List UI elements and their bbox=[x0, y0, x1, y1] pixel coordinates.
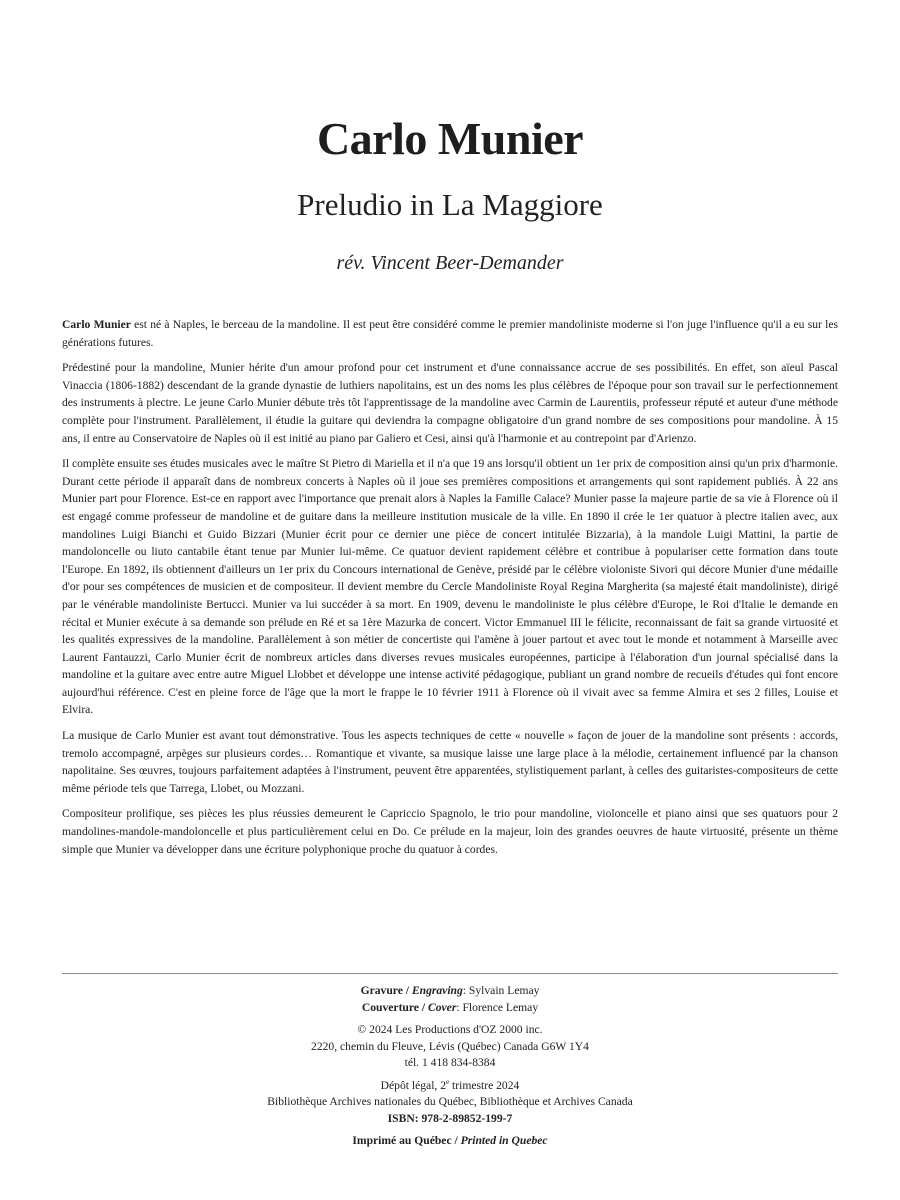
composer-title: Carlo Munier bbox=[316, 113, 584, 164]
colophon bbox=[0, 983, 900, 1150]
bio-paragraph-1-text: est né à Naples, le berceau de la mandoline. Il est peut être considéré comme le premier mandoliniste moderne si l'on juge l'influence qu'il a eu sur les générations futures. bbox=[62, 318, 838, 349]
bio-paragraph-4: La musique de Carlo Munier est avant tout démonstrative. Tous les aspects techniques de cette « nouvelle » façon de jouer de la mandoline sont présents : accords, tremolo accompagné, arpèges sur plusieurs cordes… Romantique et vivante, sa musique laisse une large place à la mélodie, certainement influencé par la chanson napolitaine. Ses œuvres, toujours parfaitement adaptées à l'instrument, peuvent être apparentées, stylistiquement parlant, à celles des guitaristes-compositeurs de cette même période tels que Tarrega, Llobet, ou Mozzani. bbox=[62, 729, 838, 795]
publisher-phone: tél. 1 418 834-8384 bbox=[404, 1056, 496, 1069]
bio-paragraph-3: Il complète ensuite ses études musicales avec le maître St Pietro di Mariella et il n'a que 19 ans lorsqu'il obtient un 1er prix de composition ainsi qu'un prix d'harmonie. Durant cette période il apparaît dans de nombreux concerts à Naples où il joue ses premières compositions et arrangements qui sont rapidement publiés. À 22 ans Munier part pour Florence. Est-ce en rapport avec l'importance que prenait alors à Naples la Famille Calace? Munier passe la majeure partie de sa vie à Florence où il est engagé comme professeur de mandoline et de guitare dans la meilleure institution musicale de la ville. En 1890 il crée le 1er quatuor à plectre italien avec, aux mandolines Luigi Bianchi et Guido Bizzari (Munier écrit pour ce dernier une pièce de concert intitulée Bizzaria), à la mandole Luigi Mattini, la partie de mandoloncelle ou liuto cantabile étant tenue par Munier lui-même. Ce quatuor devient rapidement célèbre et contribue à populariser cette formation dans toute l'Europe. En 1892, ils obtiennent d'ailleurs un 1er prix du Concours international de Genève, présidé par le célèbre violoniste Sivori qui décore Munier d'une médaille d'or pour ses compétences de musicien et de compositeur. Il devient membre du Cercle Mandoliniste Royal Regina Margherita (sa majesté était mandoliniste), dirigé par le vénérable mandoliniste Bertucci. Munier va lui succéder à sa mort. En 1909, devenu le mandoliniste le plus célèbre d'Europe, le Roi d'Italie le demande en récital et Munier exécute à sa demande son prélude en Ré et sa 1ère Mazurka de concert. Victor Emmanuel III le félicite, reconnaissant de fait sa grande virtuosité et les qualités expressives de la mandoline. Parallèlement à son métier de concertiste qui l'amène à jouer partout et avec tout le monde et notamment à Marseille avec Laurent Fantauzzi, Carlo Munier écrit de nombreux articles dans diverses revues musicales européennes, participe à l'élaboration d'un journal spécialisé dans la mandoline et la guitare avec entre autre Miguel Llobbet et développe une intense activité pédagogique, publiant un grand nombre de recueils d'études qui font encore aujourd'hui référence. C'est en pleine force de l'âge que la mort le frappe le 10 février 1911 à Florence où il vivait avec sa femme Almira et ses 2 filles, Louise et Elvira. bbox=[62, 457, 838, 717]
divider-line bbox=[62, 973, 838, 974]
bio-paragraph-2: Prédestiné pour la mandoline, Munier hérite d'un amour profond pour cet instrument et d'une connaissance accrue de ses possibilités. En effet, son aïeul Pascal Vinaccia (1806-1882) descendant de la grande dynastie de luthiers napolitains, est un des noms les plus célèbres de l'époque pour son travail sur le perfectionnement des instruments à plectre. Le jeune Carlo Munier débute très tôt l'apprentissage de la mandoline avec Carmin de Laurentiis, professeur réputé et auteur d'une méthode complète pour l'instrument. Parallèlement, il étudie la guitare qui deviendra la compagne obligatoire d'un grand nombre de ses compositions pour mandoline. À 15 ans, il entre au Conservatoire de Naples où il est initié au piano par Galiero et Cesi, ainsi qu'à l'harmonie et au contrepoint par d'Arienzo. bbox=[62, 361, 838, 445]
cover-credit: Couverture / Cover: Florence Lemay bbox=[361, 1000, 539, 1014]
bio-lead-name: Carlo Munier bbox=[62, 318, 131, 331]
printed-in-line: Imprimé au Québec / Printed in Quebec bbox=[352, 1134, 548, 1147]
biography-text bbox=[62, 316, 838, 866]
isbn-line: ISBN: 978-2-89852-199-7 bbox=[387, 1111, 513, 1125]
libraries-line: Bibliothèque Archives nationales du Québec, Bibliothèque et Archives Canada bbox=[267, 1095, 633, 1108]
engraving-credit: Gravure / Engraving: Sylvain Lemay bbox=[360, 984, 540, 997]
piece-title: Preludio in La Maggiore bbox=[297, 187, 603, 222]
copyright-line: © 2024 Les Productions d'OZ 2000 inc. bbox=[357, 1023, 543, 1036]
legal-deposit: Dépôt légal, 2e trimestre 2024 bbox=[380, 1077, 520, 1092]
revision-credit: rév. Vincent Beer-Demander bbox=[336, 252, 564, 274]
bio-paragraph-5: Compositeur prolifique, ses pièces les plus réussies demeurent le Capriccio Spagnolo, le trio pour mandoline, violoncelle et piano ainsi que ses quatuors pour 2 mandolines-mandole-mandoloncelle et plus particulièrement celui en Do. Ce prélude en la majeur, loin des grandes oeuvres de haute virtuosité, présente un thème simple que Munier va développer dans une écriture polyphonique proche du quatuor à cordes. bbox=[62, 807, 838, 856]
publisher-address: 2220, chemin du Fleuve, Lévis (Québec) Canada G6W 1Y4 bbox=[311, 1039, 589, 1053]
bio-paragraph-1 bbox=[62, 316, 838, 351]
